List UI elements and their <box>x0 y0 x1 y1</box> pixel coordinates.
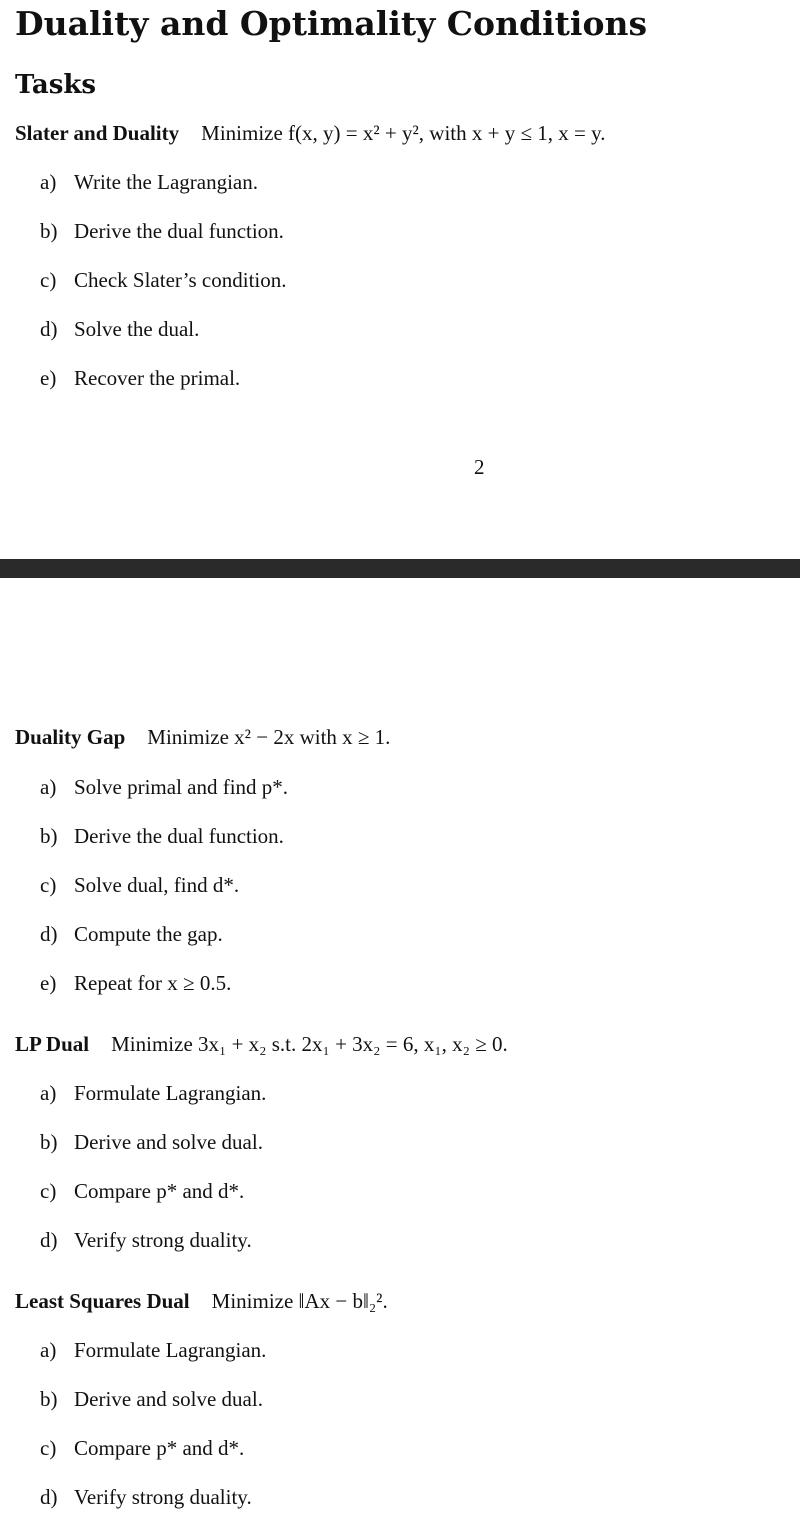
task-text: Compare p* and d*. <box>74 1436 245 1460</box>
task-text: Derive the dual function. <box>74 219 284 243</box>
task-text: Solve the dual. <box>74 317 200 341</box>
task-label: a) <box>40 1081 57 1105</box>
problem-name: Duality Gap <box>15 725 126 749</box>
task-label: c) <box>40 268 57 292</box>
task-text: Verify strong duality. <box>74 1228 252 1252</box>
task-list-slater <box>40 170 287 415</box>
task-item <box>40 366 287 415</box>
task-text: Recover the primal. <box>74 366 241 390</box>
problem-statement: Minimize f(x, y) = x² + y², with x + y ≤ 1, x = y. <box>201 121 606 145</box>
task-text: Check Slater’s condition. <box>74 268 287 292</box>
task-item <box>40 219 287 268</box>
task-label: a) <box>40 775 57 799</box>
task-item <box>40 971 288 1020</box>
task-text: Compare p* and d*. <box>74 1179 245 1203</box>
task-label: b) <box>40 1387 58 1411</box>
task-text: Derive and solve dual. <box>74 1130 263 1154</box>
task-item <box>40 775 288 824</box>
task-label: d) <box>40 1485 58 1509</box>
task-text: Formulate Lagrangian. <box>74 1338 267 1362</box>
task-item <box>40 268 287 317</box>
page-number: 2 <box>474 455 485 479</box>
task-label: b) <box>40 824 58 848</box>
task-item <box>40 824 288 873</box>
task-text: Derive and solve dual. <box>74 1387 263 1411</box>
problem-header-lp-dual <box>15 1032 508 1057</box>
task-label: e) <box>40 971 57 995</box>
task-text: Formulate Lagrangian. <box>74 1081 267 1105</box>
task-label: d) <box>40 922 58 946</box>
task-item <box>40 1228 266 1277</box>
problem-statement: Minimize ‖Ax − b‖₂². <box>211 1289 388 1313</box>
problem-header-slater <box>15 121 605 146</box>
page-title: Duality and Optimality Conditions <box>15 4 648 43</box>
task-item <box>40 1485 266 1534</box>
task-label: a) <box>40 1338 57 1362</box>
task-text: Solve primal and find p*. <box>74 775 289 799</box>
task-label: d) <box>40 317 58 341</box>
task-item <box>40 1130 266 1179</box>
task-item <box>40 1338 266 1387</box>
task-text: Compute the gap. <box>74 922 223 946</box>
problem-header-least-squares <box>15 1289 388 1314</box>
task-item <box>40 873 288 922</box>
task-label: e) <box>40 366 57 390</box>
task-text: Solve dual, find d*. <box>74 873 240 897</box>
problem-name: LP Dual <box>15 1032 90 1056</box>
task-label: a) <box>40 170 57 194</box>
task-label: c) <box>40 1179 57 1203</box>
problem-name: Least Squares Dual <box>15 1289 190 1313</box>
task-text: Derive the dual function. <box>74 824 284 848</box>
task-label: b) <box>40 219 58 243</box>
task-label: b) <box>40 1130 58 1154</box>
task-list-duality-gap <box>40 775 288 1020</box>
task-text: Write the Lagrangian. <box>74 170 258 194</box>
task-item <box>40 1179 266 1228</box>
problem-name: Slater and Duality <box>15 121 180 145</box>
problem-header-duality-gap <box>15 725 390 750</box>
task-text: Verify strong duality. <box>74 1485 252 1509</box>
task-list-lp-dual <box>40 1081 266 1277</box>
problem-statement: Minimize 3x₁ + x₂ s.t. 2x₁ + 3x₂ = 6, x₁, x₂ ≥ 0. <box>111 1032 508 1056</box>
task-label: c) <box>40 1436 57 1460</box>
task-label: d) <box>40 1228 58 1252</box>
task-item <box>40 1081 266 1130</box>
page-separator <box>0 559 800 578</box>
task-label: c) <box>40 873 57 897</box>
task-text: Repeat for x ≥ 0.5. <box>74 971 232 995</box>
task-list-least-squares <box>40 1338 266 1534</box>
task-item <box>40 1436 266 1485</box>
task-item <box>40 170 287 219</box>
task-item <box>40 922 288 971</box>
section-title: Tasks <box>15 70 96 100</box>
task-item <box>40 1387 266 1436</box>
problem-statement: Minimize x² − 2x with x ≥ 1. <box>147 725 391 749</box>
task-item <box>40 317 287 366</box>
